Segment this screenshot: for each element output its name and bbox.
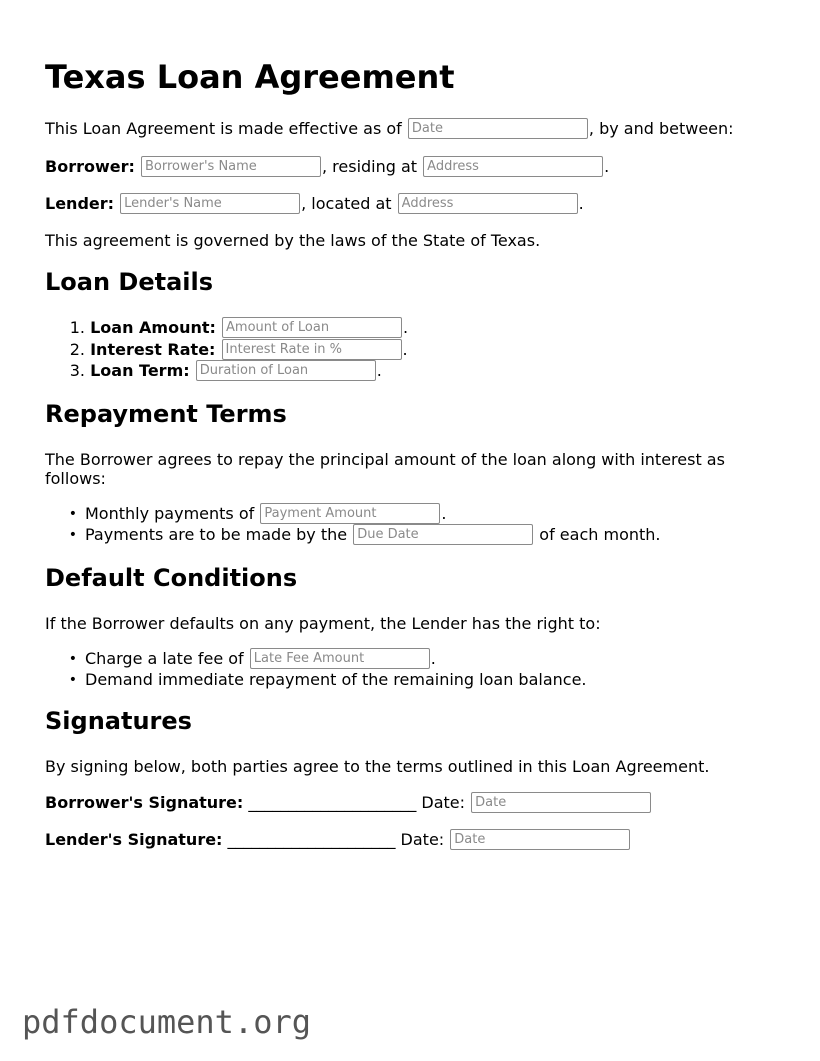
site-watermark: pdfdocument.org (22, 1003, 311, 1041)
loan-term-input[interactable] (196, 360, 376, 381)
borrower-signature-date-input[interactable] (471, 792, 651, 813)
borrower-signature-line (45, 791, 652, 813)
bullet-glyph: • (68, 650, 77, 667)
effective-date-input[interactable] (408, 118, 588, 139)
lender-line (45, 192, 584, 214)
loan-details-heading: Loan Details (45, 268, 214, 296)
item-number: 3. (69, 360, 85, 380)
borrower-line (45, 155, 609, 177)
intro-line (45, 117, 734, 139)
bullet-glyph: • (68, 671, 77, 688)
item-end: . (430, 648, 436, 668)
lender-signature-label: Lender's Signature: (45, 829, 223, 849)
lender-label: Lender: (45, 193, 115, 213)
late-fee-text: Charge a late fee of (85, 648, 244, 668)
page-title: Texas Loan Agreement (45, 58, 455, 96)
demand-repayment-item (45, 668, 587, 690)
bullet (45, 669, 85, 690)
loan-amount-label: Loan Amount: (90, 317, 216, 337)
late-fee-input[interactable] (250, 648, 430, 669)
due-date-input[interactable] (353, 524, 533, 545)
monthly-payment-item (45, 502, 446, 524)
lender-mid-text: , located at (301, 193, 392, 213)
intro-after-text: , by and between: (588, 118, 734, 138)
borrower-name-input[interactable] (141, 156, 321, 177)
due-date-text: Payments are to be made by the (85, 524, 348, 544)
signatures-heading: Signatures (45, 707, 192, 735)
item-end: . (376, 360, 382, 380)
item-end: . (402, 339, 408, 359)
monthly-payment-text: Monthly payments of (85, 503, 255, 523)
default-paragraph: If the Borrower defaults on any payment, the Lender has the right to: (45, 613, 601, 633)
due-date-end: of each month. (539, 524, 661, 544)
lender-name-input[interactable] (120, 193, 300, 214)
lender-signature-line (45, 828, 631, 850)
borrower-signature-label: Borrower's Signature: (45, 792, 244, 812)
loan-amount-input[interactable] (222, 317, 402, 338)
item-number: 1. (69, 317, 85, 337)
interest-rate-item (45, 338, 408, 360)
borrower-label: Borrower: (45, 156, 135, 176)
governing-law-text: This agreement is governed by the laws of the State of Texas. (45, 230, 541, 250)
lender-signature-date-input[interactable] (450, 829, 630, 850)
item-end: . (403, 317, 409, 337)
bullet (45, 648, 85, 669)
lender-end: . (578, 193, 584, 213)
signatures-paragraph: By signing below, both parties agree to the terms outlined in this Loan Agreement. (45, 756, 710, 776)
borrower-address-input[interactable] (423, 156, 603, 177)
date-label: Date: (400, 829, 445, 849)
default-heading: Default Conditions (45, 564, 298, 592)
bullet-glyph: • (68, 505, 77, 522)
item-number: 2. (69, 339, 85, 359)
borrower-mid-text: , residing at (321, 156, 418, 176)
intro-text: This Loan Agreement is made effective as of (45, 118, 402, 138)
lender-signature-blank[interactable]: _____________________ (227, 829, 396, 849)
item-end: . (441, 503, 447, 523)
bullet-glyph: • (68, 526, 77, 543)
lender-address-input[interactable] (398, 193, 578, 214)
borrower-end: . (604, 156, 610, 176)
payment-amount-input[interactable] (260, 503, 440, 524)
date-label: Date: (421, 792, 466, 812)
bullet (45, 524, 85, 545)
interest-rate-input[interactable] (222, 339, 402, 360)
interest-rate-label: Interest Rate: (90, 339, 216, 359)
late-fee-item (45, 647, 436, 669)
loan-term-label: Loan Term: (90, 360, 190, 380)
loan-amount-item (45, 316, 408, 338)
demand-repayment-text: Demand immediate repayment of the remaining loan balance. (85, 669, 587, 689)
due-date-item (45, 523, 661, 545)
loan-term-item (45, 359, 382, 381)
repayment-paragraph: The Borrower agrees to repay the principal amount of the loan along with interest as follows: (45, 450, 725, 488)
repayment-heading: Repayment Terms (45, 400, 287, 428)
borrower-signature-blank[interactable]: _____________________ (248, 792, 417, 812)
bullet (45, 503, 85, 524)
